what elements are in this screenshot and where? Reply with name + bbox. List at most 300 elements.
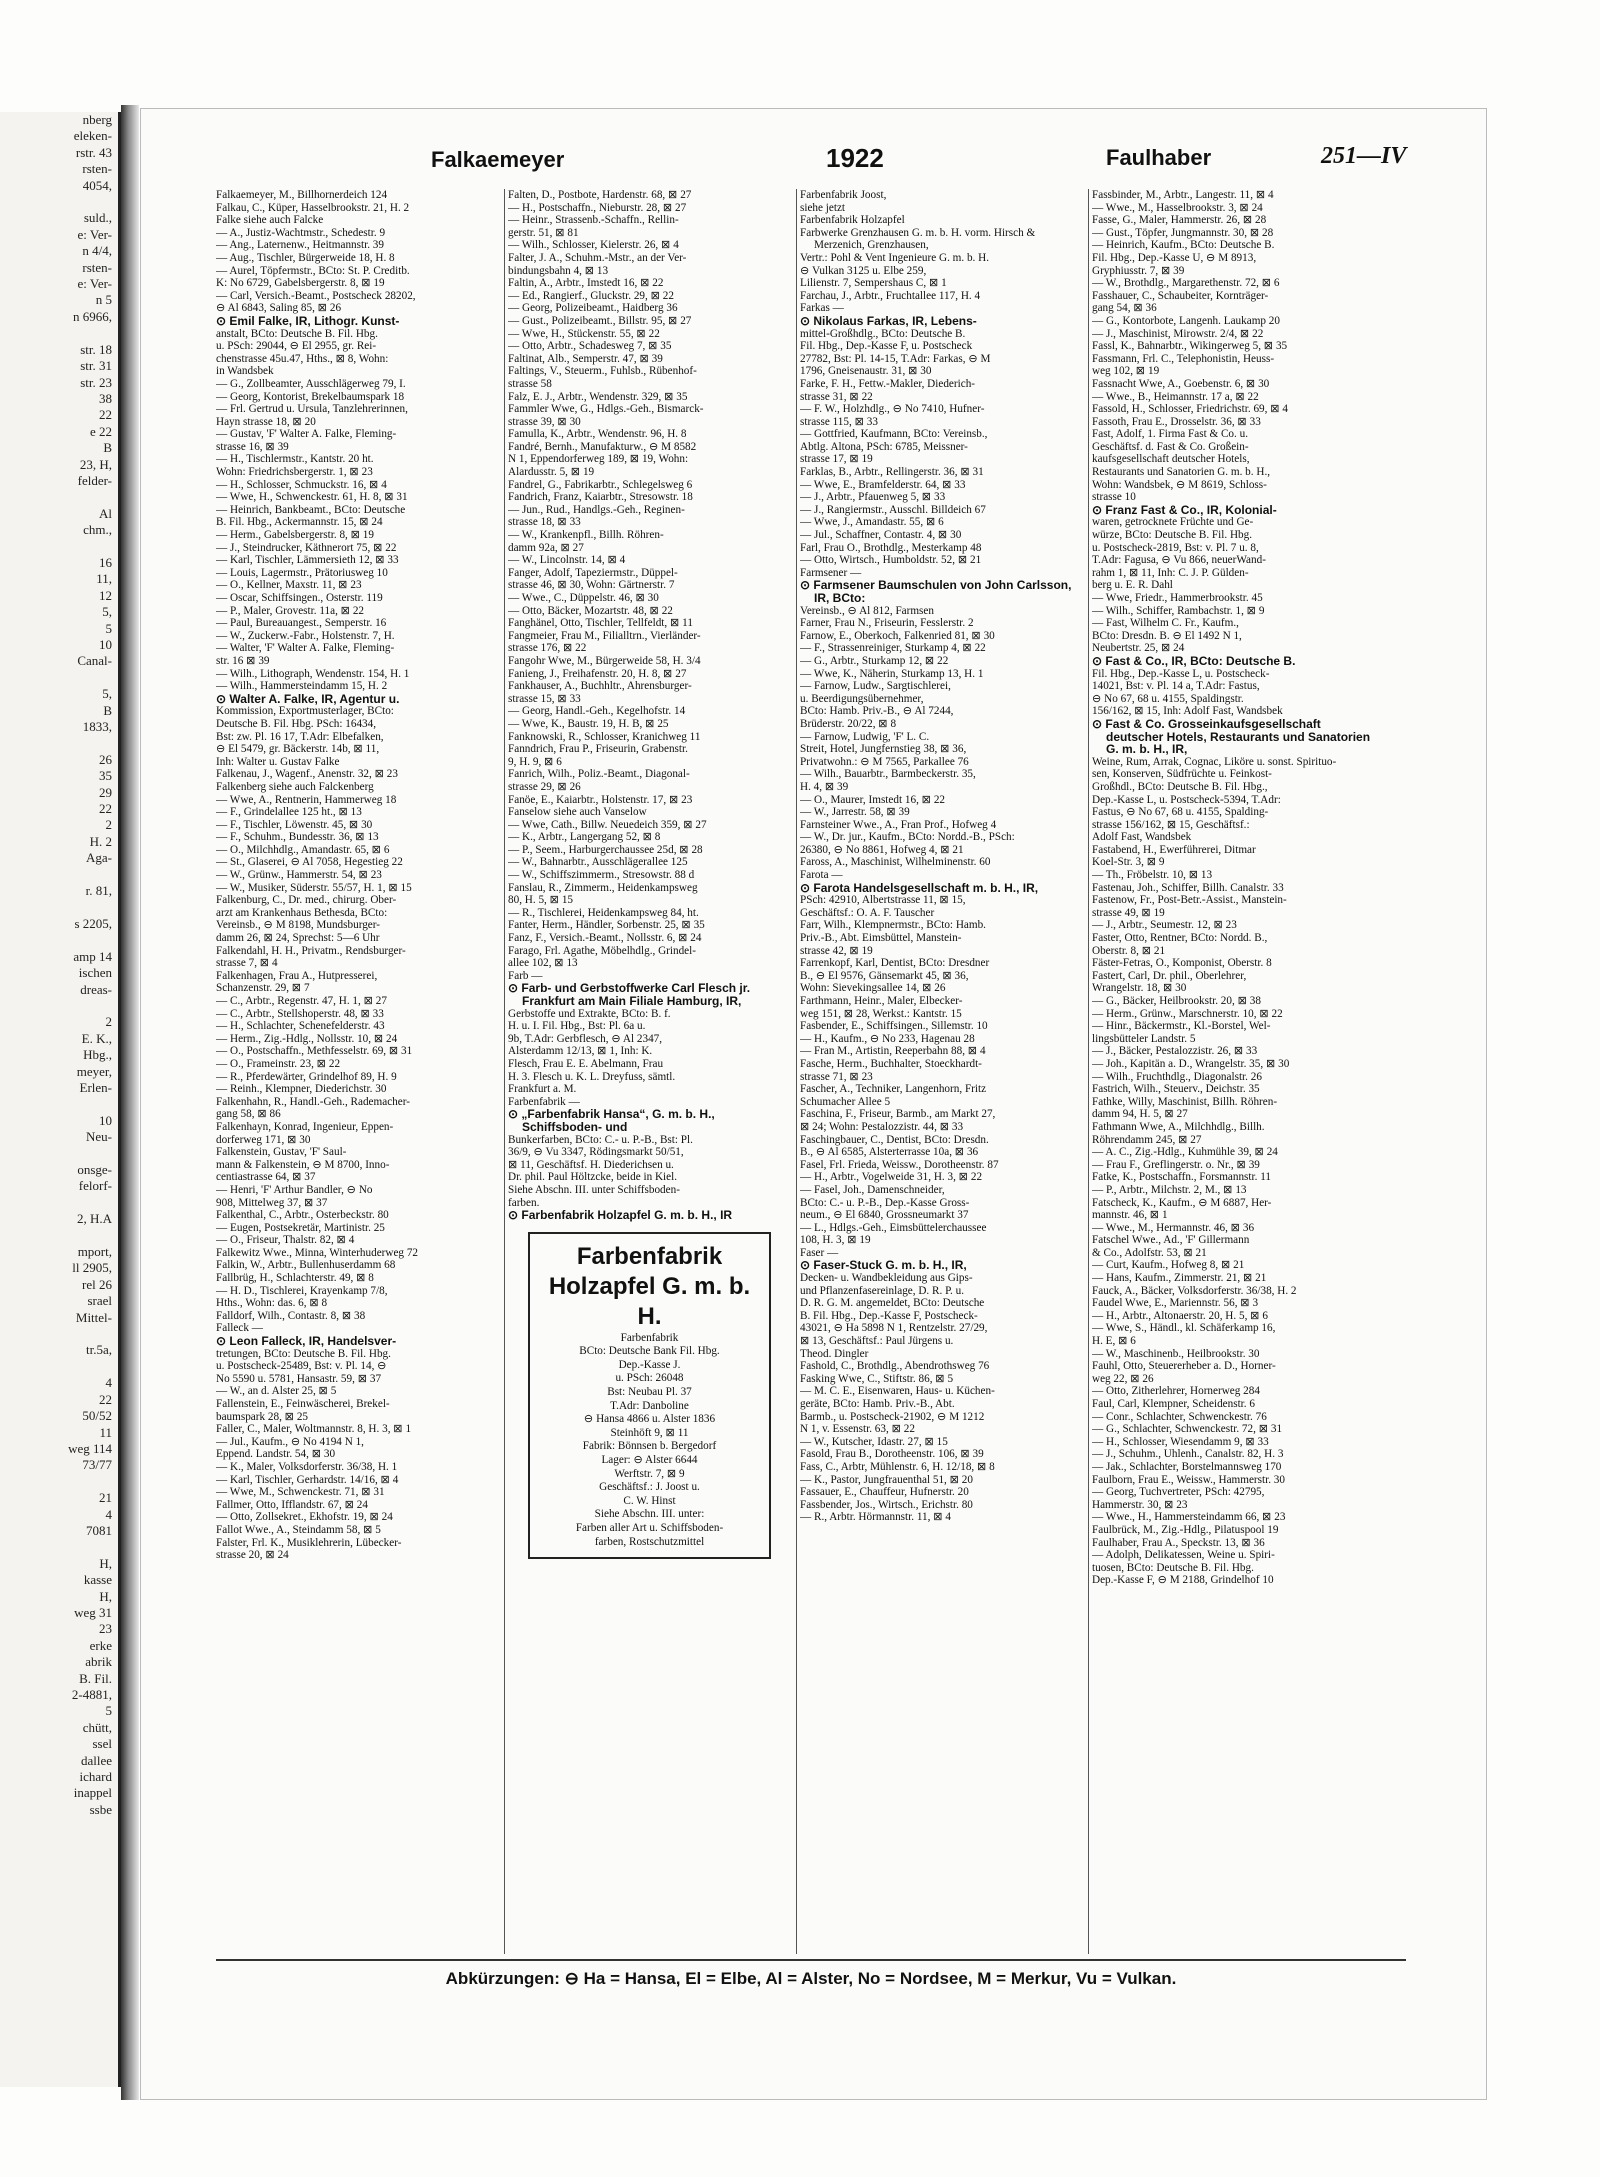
directory-entry: — Wwe., C., Düppelstr. 46, ⊠ 30	[508, 592, 659, 604]
directory-entry: — W., Schiffszimmerm., Stresowstr. 88 d	[508, 869, 695, 882]
directory-entry: Fanger, Adolf, Tapeziermstr., Düppel-	[508, 566, 678, 579]
directory-entry: — Gustav, 'F' Walter A. Falke, Fleming-	[216, 428, 397, 441]
directory-entry: strasse 156/162, ⊠ 15, Geschäftsf.:	[1092, 818, 1250, 831]
left-page-text-fragment: n 6966,	[73, 308, 112, 324]
directory-entry: Farb —	[508, 969, 543, 982]
left-page-text-fragment: s 2205,	[74, 915, 112, 931]
directory-entry: — P., Maler, Grovestr. 11a, ⊠ 22	[216, 604, 365, 617]
directory-entry: Farmsener —	[800, 566, 862, 579]
directory-entry: Farner, Frau N., Friseurin, Fesslerstr. 2	[800, 617, 974, 630]
advertisement-line: Farbenfabrik	[620, 1331, 679, 1344]
directory-entry: Barmb., u. Postscheck-21902, ⊖ M 1212	[800, 1410, 985, 1423]
directory-entry: Gryphiusstr. 7, ⊠ 39	[1092, 264, 1185, 277]
directory-entry: geräte, BCto: Hamb. Priv.-B., Abt.	[800, 1398, 955, 1410]
left-page-text-fragment: onsge-	[77, 1162, 112, 1177]
directory-entry: — Curt, Kaufm., Hofweg 8, ⊠ 21	[1092, 1259, 1245, 1272]
directory-entry: Vertr.: Pohl & Vent Ingenieure G. m. b. H.	[800, 251, 990, 264]
directory-entry: — Oscar, Schiffsingen., Osterstr. 119	[216, 592, 383, 604]
directory-entry: Restaurants und Sanatorien G. m. b. H.,	[1092, 466, 1271, 479]
directory-entry: Falkenhahn, R., Handl.-Geh., Rademacher-	[216, 1095, 410, 1108]
directory-entry: — W., Lincolnstr. 14, ⊠ 4	[508, 554, 626, 567]
advertisement-title: Holzapfel G. m. b. H.	[548, 1272, 751, 1330]
directory-entry: — Georg, Kontorist, Brekelbaumspark 18	[216, 390, 405, 403]
left-page-text-fragment	[0, 489, 118, 505]
left-page-text-fragment: 73/77	[82, 1457, 112, 1473]
header-last-entry: Faulhaber	[1106, 145, 1212, 170]
directory-entry: — G., Zollbeamter, Ausschlägerweg 79, I.	[216, 377, 406, 390]
directory-entry: B., ⊖ El 9576, Gänsemarkt 45, ⊠ 36,	[800, 969, 969, 982]
left-page-text-fragment: chütt,	[82, 1719, 112, 1735]
directory-entry: Falkenberg siehe auch Falckenberg	[216, 780, 374, 793]
directory-entry: würze, BCto: Deutsche B. Fil. Hbg.	[1092, 529, 1253, 542]
directory-entry: strasse 7, ⊠ 4	[216, 957, 278, 970]
directory-entry: Fasbender, E., Schiffsingen., Sillemstr. 10	[800, 1020, 988, 1033]
directory-entry: ⊖ Vulkan 3125 u. Elbe 259,	[800, 264, 927, 277]
directory-entry: Fankhauser, A., Buchhltr., Ahrensburger-	[508, 680, 692, 693]
left-page-text-fragment: ischen	[78, 965, 112, 981]
directory-entry: B. Fil. Hbg., Ackermannstr. 15, ⊠ 24	[216, 516, 383, 529]
directory-entry: strasse 42, ⊠ 19	[800, 944, 873, 957]
directory-entry: — G., Arbtr., Sturkamp 12, ⊠ 22	[800, 654, 949, 667]
directory-entry: Streit, Hotel, Jungfernstieg 38, ⊠ 36,	[800, 743, 967, 756]
advertisement-line: BCto: Deutsche Bank Fil. Hbg.	[579, 1345, 720, 1358]
directory-entry: Farklas, B., Arbtr., Rellingerstr. 36, ⊠ 31	[800, 466, 984, 479]
directory-entry: — W., Grünw., Hammerstr. 54, ⊠ 23	[216, 869, 382, 882]
directory-entry: — O., Kellner, Maxstr. 11, ⊠ 23	[216, 579, 362, 592]
header-year: 1922	[826, 143, 884, 173]
advertisement-line: T.Adr: Danboline	[610, 1399, 689, 1412]
directory-entry: strasse 39, ⊠ 30	[508, 415, 581, 428]
directory-entry: — Ed., Rangierf., Gluckstr. 29, ⊠ 22	[508, 289, 674, 302]
directory-entry: Fassauer, E., Chauffeur, Hufnerstr. 20	[800, 1486, 969, 1499]
directory-entry: ⊙ Farmsener Baumschulen von John Carlsson, IR, BCto:	[800, 578, 1072, 605]
directory-entry: — F. W., Holzhdlg., ⊖ No 7410, Hufner-	[800, 403, 985, 416]
left-page-text-fragment: amp 14	[73, 948, 112, 964]
left-page-fragment	[0, 112, 121, 2087]
directory-entry: Faulborn, Frau E., Weissw., Hammerstr. 30	[1092, 1473, 1285, 1486]
directory-entry: Fauhl, Otto, Steuererheber a. D., Horner-	[1092, 1360, 1276, 1373]
directory-entry: — Otto, Zollsekret., Ekhofstr. 19, ⊠ 24	[216, 1511, 393, 1524]
left-page-text-fragment: str. 23	[80, 374, 112, 390]
directory-entry: anstalt, BCto: Deutsche B. Fil. Hbg.	[216, 327, 378, 340]
directory-entry: Alsterdamm 12/13, ⊠ 1, Inh: K.	[508, 1045, 653, 1058]
directory-entry: — G., Bäcker, Heilbrookstr. 20, ⊠ 38	[1092, 995, 1261, 1007]
left-page-text-fragment: 16	[99, 554, 112, 570]
left-page-text-fragment: inappel	[73, 1785, 112, 1801]
directory-entry: Falkenhayn, Konrad, Ingenieur, Eppen-	[216, 1120, 394, 1133]
directory-entry: Fashold, C., Brothdlg., Abendrothsweg 76	[800, 1360, 990, 1373]
column-1	[216, 189, 499, 1954]
left-page-text-fragment: Al	[99, 505, 112, 521]
directory-entry: — L., Hdlgs.-Geh., Eimsbüttelerchaussee	[800, 1221, 987, 1234]
directory-entry: Fastus, ⊖ No 67, 68 u. 4155, Spalding-	[1092, 806, 1269, 819]
directory-entry: Flesch, Frau E. E. Abelmann, Frau	[508, 1057, 664, 1070]
directory-entry: — Wwe, J., Amandastr. 55, ⊠ 6	[800, 516, 944, 529]
left-page-text-fragment: ssel	[92, 1736, 112, 1752]
directory-entry: Fatscheck, K., Kaufm., ⊖ M 6887, Her-	[1092, 1196, 1272, 1209]
directory-entry: No 5590 u. 5781, Hansastr. 59, ⊠ 37	[216, 1372, 382, 1385]
directory-entry: — Reinh., Klempner, Diederichstr. 30	[216, 1083, 387, 1096]
directory-entry: mannstr. 46, ⊠ 1	[1092, 1209, 1168, 1222]
directory-entry: Neubertstr. 25, ⊠ 24	[1092, 642, 1185, 655]
directory-page	[140, 108, 1487, 2100]
directory-entry: ⊠ 13, Geschäftsf.: Paul Jürgens u.	[800, 1335, 954, 1348]
directory-entry: Bunkerfarben, BCto: C.- u. P.-B., Bst: Pl.	[508, 1133, 693, 1146]
left-page-text-fragment	[0, 900, 118, 916]
book-gutter	[121, 105, 139, 2100]
directory-entry: Fauck, A., Bäcker, Volksdorferstr. 36/38, H. 2	[1092, 1284, 1297, 1297]
directory-entry: — Frau F., Greflingerstr. o. Nr., ⊠ 39	[1092, 1158, 1260, 1171]
directory-entry: Brüderstr. 20/22, ⊠ 8	[800, 717, 897, 730]
directory-entry: und Pflanzenfasereinlage, D. R. P. u.	[800, 1284, 965, 1297]
directory-entry: Fanknowski, R., Schlosser, Kranichweg 11	[508, 730, 701, 743]
directory-entry: — W., Maschinenb., Heilbrookstr. 30	[1092, 1347, 1260, 1360]
directory-entry: ⊠ 11, Geschäftsf. H. Diederichsen u.	[508, 1158, 674, 1171]
directory-entry: Schumacher Allee 5	[800, 1095, 891, 1108]
directory-entry: Fascher, A., Techniker, Langenhorn, Fritz	[800, 1083, 987, 1096]
directory-entry: — Paul, Bureauangest., Semperstr. 16	[216, 617, 387, 630]
directory-entry: — Adolph, Delikatessen, Weine u. Spiri-	[1092, 1549, 1275, 1562]
directory-entry: ⊙ Fast & Co., IR, BCto: Deutsche B.	[1092, 653, 1296, 668]
directory-entry: — Georg, Handl.-Geh., Kegelhofstr. 14	[508, 705, 686, 718]
directory-entry: gerstr. 51, ⊠ 81	[508, 226, 579, 239]
directory-entry: Falkin, W., Arbtr., Bullenhuserdamm 68	[216, 1259, 396, 1272]
left-page-text-fragment: ichard	[79, 1769, 112, 1785]
directory-entry: H. 3. Flesch u. K. L. Dreyfuss, sämtl.	[508, 1070, 676, 1083]
directory-entry: — Fasel, Joh., Damenschneider,	[800, 1183, 945, 1196]
directory-entry: Lilienstr. 7, Sempershaus C, ⊠ 1	[800, 277, 947, 290]
directory-entry: Falkenhagen, Frau A., Hutpresserei,	[216, 969, 378, 982]
directory-entry: — Louis, Lagermstr., Prätoriusweg 10	[216, 566, 388, 579]
directory-entry: — W., Jarrestr. 58, ⊠ 39	[800, 806, 910, 819]
directory-entry: — R., Pferdewärter, Grindelhof 89, H. 9	[216, 1070, 397, 1083]
left-page-text-fragment: str. 18	[80, 341, 112, 357]
advertisement-line: C. W. Hinst	[623, 1494, 676, 1507]
left-page-text-fragment: Aga-	[86, 850, 112, 866]
left-page-text-fragment: ll 2905,	[72, 1260, 112, 1276]
directory-entry: strasse 16, ⊠ 39	[216, 440, 289, 453]
directory-entry: — Gust., Töpfer, Jungmannstr. 30, ⊠ 28	[1092, 226, 1274, 239]
directory-entry: Faudel Wwe, E., Mariennstr. 56, ⊠ 3	[1092, 1297, 1259, 1310]
directory-entry: — W., Dr. jur., Kaufm., BCto: Nordd.-B., PSch:	[800, 831, 1015, 844]
left-page-text-fragment: 10	[99, 1112, 112, 1128]
left-page-text-fragment: str. 31	[80, 358, 112, 374]
directory-entry: Farnsteiner Wwe., A., Fran Prof., Hofweg 4	[800, 818, 997, 831]
directory-entry: ⊙ Fast & Co. Grosseinkaufsgesellschaft deutscher Hotels, Restaurants und Sanatorien G. m. b. H., IR,	[1092, 716, 1371, 757]
directory-entry: Farke, F. H., Fettw.-Makler, Diederich-	[800, 377, 976, 390]
left-page-text-fragment: 22	[99, 1391, 112, 1407]
directory-entry: — K., Arbtr., Langergang 52, ⊠ 8	[508, 831, 661, 844]
left-page-text-fragment: 10	[99, 637, 112, 652]
directory-entry: Hths., Wohn: das. 6, ⊠ 8	[216, 1297, 328, 1310]
directory-entry: — Wwe, K., Näherin, Sturkamp 13, H. 1	[800, 667, 984, 680]
directory-entry: Oberstr. 8, ⊠ 21	[1092, 944, 1166, 957]
directory-entry: Fasold, Frau B., Dorotheenstr. 106, ⊠ 39	[800, 1448, 984, 1461]
directory-entry: — Heinrich, Kaufm., BCto: Deutsche B.	[1092, 239, 1275, 252]
left-page-text-fragment: 5	[105, 1703, 112, 1719]
left-page-text-fragment	[0, 735, 118, 751]
directory-entry: — Karl, Tischler, Gerhardstr. 14/16, ⊠ 4	[216, 1473, 399, 1486]
left-page-text-fragment	[0, 1539, 118, 1555]
advertisement-line: Werftstr. 7, ⊠ 9	[614, 1467, 685, 1480]
left-page-text-fragment	[0, 932, 118, 948]
directory-entry: — W., an d. Alster 25, ⊠ 5	[216, 1385, 337, 1398]
directory-entry: — O., Maurer, Imstedt 16, ⊠ 22	[800, 793, 946, 806]
directory-entry: — Th., Fröbelstr. 10, ⊠ 13	[1092, 869, 1213, 882]
left-page-text-fragment: chm.,	[83, 522, 112, 538]
directory-entry: — H., Kaufm., ⊖ No 233, Hagenau 28	[800, 1032, 975, 1045]
directory-entry: Abtlg. Altona, PSch: 6785, Meissner-	[800, 440, 968, 453]
directory-entry: 108, H. 3, ⊠ 19	[800, 1234, 871, 1247]
left-page-text-fragment: 21	[99, 1490, 112, 1506]
directory-entry: — Wilh., Fruchthdlg., Diagonalstr. 26	[1092, 1070, 1262, 1083]
directory-entry: Falkendahl, H. H., Privatm., Rendsburger-	[216, 944, 406, 957]
directory-entry: — F., Grindelallee 125 ht., ⊠ 13	[216, 806, 362, 819]
directory-entry: Weine, Rum, Arrak, Cognac, Liköre u. sonst. Spirituo-	[1092, 755, 1337, 768]
directory-entry: in Wandsbek	[216, 365, 274, 378]
abbreviations-footer: Abkürzungen: ⊖ Ha = Hansa, El = Elbe, Al = Alster, No = Nordsee, M = Merkur, Vu = Vulkan.	[445, 1969, 1177, 1988]
directory-entry: Farthmann, Heinr., Maler, Elbecker-	[800, 995, 963, 1007]
left-page-text-fragment: r. 81,	[85, 883, 112, 899]
left-page-text-fragment	[0, 194, 118, 210]
directory-entry: neum., ⊖ El 6840, Grossneumarkt 37	[800, 1209, 969, 1222]
directory-entry: Vereinsb., ⊖ Al 812, Farmsen	[800, 604, 934, 617]
directory-entry: Faltings, V., Steuerm., Fuhlsb., Rübenhof-	[508, 365, 697, 378]
directory-entry: — J., Maschinist, Mirowstr. 2/4, ⊠ 22	[1092, 327, 1264, 340]
left-page-text-fragment	[0, 998, 118, 1014]
directory-entry: rahm 1, ⊠ 11, Inh: C. J. P. Gülden-	[1092, 566, 1249, 579]
directory-entry: — P., Arbtr., Milchstr. 2, M., ⊠ 13	[1092, 1183, 1247, 1196]
directory-entry: farben.	[508, 1196, 540, 1209]
directory-entry: Fanrich, Wilh., Poliz.-Beamt., Diagonal-	[508, 768, 690, 781]
directory-entry: — Wwe, Friedr., Hammerbrookstr. 45	[1092, 592, 1263, 604]
directory-entry: siehe jetzt	[800, 201, 846, 214]
directory-entry: — Aurel, Töpfermstr., BCto: St. P. Creditb.	[216, 264, 410, 277]
advertisement-line: Steinhöft 9, ⊠ 11	[610, 1426, 689, 1439]
directory-entry: sen, Konserven, Südfrüchte u. Feinkost-	[1092, 768, 1272, 781]
directory-entry: B., ⊖ Al 6585, Alsterterrasse 10a, ⊠ 36	[800, 1146, 979, 1159]
directory-entry: Vereinsb., ⊖ M 8198, Mundsburger-	[216, 919, 380, 932]
directory-entry: — Wilh., Bauarbtr., Barmbeckerstr. 35,	[800, 768, 976, 781]
left-page-text-fragment: n 5	[95, 292, 112, 308]
directory-entry: K: No 6729, Gabelsbergerstr. 8, ⊠ 19	[216, 277, 385, 290]
directory-entry: Fastert, Carl, Dr. phil., Oberlehrer,	[1092, 969, 1247, 982]
footer-rule	[216, 1959, 1406, 1961]
directory-entry: Falkenthal, C., Arbtr., Osterbeckstr. 80	[216, 1209, 389, 1222]
directory-entry: ⊙ Emil Falke, IR, Lithogr. Kunst-	[216, 313, 400, 328]
directory-entry: Wohn: Sievekingsallee 14, ⊠ 26	[800, 982, 946, 995]
directory-entry: Geschäftsf. d. Fast & Co. Großein-	[1092, 440, 1249, 453]
directory-entry: 27782, Bst: Pl. 14-15, T.Adr: Farkas, ⊖ M	[800, 352, 991, 365]
directory-entry: Fallbrüg, H., Schlachterstr. 49, ⊠ 8	[216, 1272, 374, 1285]
directory-entry: — Jun., Rud., Handlgs.-Geh., Reginen-	[508, 503, 685, 516]
directory-entry: — O., Friseur, Thalstr. 82, ⊠ 4	[216, 1234, 355, 1247]
directory-entry: Bst: zw. Pl. 16 17, T.Adr: Elbefalken,	[216, 730, 384, 743]
directory-entry: u. Postscheck-25489, Bst: v. Pl. 14, ⊖	[216, 1360, 387, 1373]
left-page-text-fragment: 22	[99, 801, 112, 817]
directory-entry: centiastrasse 64, ⊠ 37	[216, 1171, 316, 1184]
directory-entry: Fassbinder, M., Arbtr., Langestr. 11, ⊠ 4	[1092, 189, 1274, 201]
directory-entry: — Fran M., Artistin, Reeperbahn 88, ⊠ 4	[800, 1045, 986, 1058]
left-page-text-fragment: 22	[99, 407, 112, 423]
directory-entry: strasse 20, ⊠ 24	[216, 1549, 289, 1562]
directory-entry: berg u. E. R. Dahl	[1092, 579, 1173, 592]
left-page-text-fragment: Hbg.,	[83, 1047, 112, 1063]
left-page-text-fragment: Canal-	[77, 653, 112, 669]
directory-entry: — Otto, Zitherlehrer, Hornerweg 284	[1092, 1385, 1260, 1398]
left-page-text-fragment: weg 114	[68, 1440, 112, 1456]
left-page-text-fragment	[0, 670, 118, 686]
advertisement-line: Bst: Neubau Pl. 37	[607, 1386, 692, 1399]
directory-entry: 36/9, ⊖ Vu 3347, Rödingsmarkt 50/51,	[508, 1146, 684, 1159]
directory-entry: — Walter, 'F' Walter A. Falke, Fleming-	[216, 642, 395, 655]
directory-entry: Faltin, A., Arbtr., Imstedt 16, ⊠ 22	[508, 277, 664, 290]
directory-entry: 1796, Gneisenaustr. 31, ⊠ 30	[800, 365, 932, 378]
directory-entry: Fatschel Wwe., Ad., 'F' Gillermann	[1092, 1234, 1250, 1247]
directory-entry: — W., Zuckerw.-Fabr., Holstenstr. 7, H.	[216, 629, 395, 642]
directory-entry: ⊙ Nikolaus Farkas, IR, Lebens-	[800, 313, 977, 328]
directory-entry: — C., Arbtr., Stellshoperstr. 48, ⊠ 33	[216, 1007, 384, 1020]
directory-entry: arzt am Krankenhaus Bethesda, BCto:	[216, 906, 388, 919]
left-page-text-fragment: 2	[105, 1014, 112, 1030]
directory-entry: damm 92a, ⊠ 27	[508, 541, 584, 554]
directory-entry: — Wwe, H., Stückenstr. 55, ⊠ 22	[508, 327, 660, 340]
directory-entry: Farr, Wilh., Klempnermstr., BCto: Hamb.	[800, 919, 986, 932]
directory-entry: Eppend. Landstr. 54, ⊠ 30	[216, 1448, 336, 1461]
directory-entry: — Heinrich, Bankbeamt., BCto: Deutsche	[216, 503, 406, 516]
directory-entry: — W., Krankenpfl., Billh. Röhren-	[508, 529, 664, 542]
left-page-text-fragment: 5,	[102, 686, 112, 702]
left-page-text-fragment: n 4/4,	[82, 243, 112, 259]
directory-entry: — W., Musiker, Süderstr. 55/57, H. 1, ⊠ 15	[216, 881, 412, 894]
directory-entry: — R., Arbtr. Hörmannstr. 11, ⊠ 4	[800, 1511, 951, 1524]
directory-entry: 80, H. 5, ⊠ 15	[508, 894, 574, 907]
directory-entry: Fallmer, Otto, Ifflandstr. 67, ⊠ 24	[216, 1498, 368, 1511]
directory-entry: — Wwe., B., Heimannstr. 17 a, ⊠ 22	[1092, 390, 1259, 403]
directory-entry: strasse 49, ⊠ 19	[1092, 906, 1165, 919]
directory-entry: — H., Schlachter, Schenefelderstr. 43	[216, 1020, 385, 1033]
left-page-text-fragment	[0, 539, 118, 555]
left-page-text-fragment: 2-4881,	[71, 1687, 112, 1702]
directory-entry: Adolf Fast, Wandsbek	[1092, 831, 1192, 844]
directory-entry: — Wilh., Schiffer, Rambachstr. 1, ⊠ 9	[1092, 604, 1265, 617]
directory-entry: Faross, A., Maschinist, Wilhelminenstr. 60	[800, 856, 991, 869]
directory-entry: ⊖ No 67, 68 u. 4155, Spaldingstr.	[1092, 692, 1244, 705]
directory-entry: — Heinr., Strassenb.-Schaffn., Rellin-	[508, 214, 679, 227]
directory-entry: baumspark 28, ⊠ 25	[216, 1410, 309, 1423]
directory-entry: Fanöe, E., Kaiarbtr., Holstenstr. 17, ⊠ 23	[508, 793, 693, 806]
directory-entry: str. 16 ⊠ 39	[216, 654, 270, 667]
directory-entry: Fathmann Wwe, A., Milchhdlg., Billh.	[1092, 1120, 1265, 1133]
left-page-text-fragment: E. K.,	[81, 1030, 112, 1046]
left-page-text-fragment	[0, 1096, 118, 1112]
directory-entry: T.Adr: Fagusa, ⊖ Vu 866, neuerWand-	[1092, 554, 1266, 567]
directory-entry: — Hinr., Bäckermstr., Kl.-Borstel, Wel-	[1092, 1020, 1271, 1033]
directory-entry: — Wwe, K., Baustr. 19, H. B, ⊠ 25	[508, 717, 669, 730]
left-page-text-fragment: weg 31	[74, 1604, 112, 1620]
directory-entry: 14021, Bst: v. Pl. 14 a, T.Adr: Fastus,	[1092, 680, 1260, 693]
directory-entry: — Wwe, E., Bramfelderstr. 64, ⊠ 33	[800, 478, 966, 491]
directory-entry: Falster, Frl. K., Musiklehrerin, Lübecker-	[216, 1536, 402, 1549]
directory-entry: Faschingbauer, C., Dentist, BCto: Dresdn.	[800, 1133, 989, 1146]
left-page-text-fragment: 4054,	[82, 177, 112, 193]
directory-entry: Wrangelstr. 18, ⊠ 30	[1092, 982, 1187, 995]
directory-entry: — J., Schuhm., Uhlenh., Canalstr. 82, H. 3	[1092, 1448, 1284, 1461]
directory-entry: Privatwohn.: ⊖ M 7565, Parkallee 76	[800, 755, 969, 768]
directory-entry: Fasking Wwe, C., Stiftstr. 86, ⊠ 5	[800, 1372, 954, 1385]
header-first-entry: Falkaemeyer	[431, 147, 565, 172]
directory-entry: strasse 10	[1092, 491, 1136, 504]
left-page-text-fragment: srael	[87, 1293, 112, 1309]
left-page-text-fragment: dreas-	[80, 981, 112, 997]
left-page-text-fragment: felorf-	[78, 1178, 112, 1194]
left-page-text-fragment: rel 26	[82, 1276, 112, 1292]
directory-entry: N 1, Eppendorferweg 189, ⊠ 19, Wohn:	[508, 453, 689, 466]
directory-entry: — H., Postschaffn., Nieburstr. 28, ⊠ 27	[508, 201, 687, 214]
directory-entry: Faschina, F., Friseur, Barmb., am Markt 27,	[800, 1108, 996, 1121]
directory-entry: Theod. Dingler	[800, 1347, 869, 1360]
directory-entry: — Otto, Arbtr., Schadesweg 7, ⊠ 35	[508, 340, 672, 353]
left-page-text-fragment: meyer,	[76, 1063, 112, 1079]
directory-entry: Fandrich, Franz, Kaiarbtr., Stresowstr. 18	[508, 491, 693, 504]
directory-entry: Farota —	[800, 869, 843, 882]
directory-entry: — J., Steindrucker, Käthnerort 75, ⊠ 22	[216, 541, 397, 554]
left-page-text-fragment: H,	[99, 1555, 112, 1571]
directory-entry: — H., Schlosser, Schmuckstr. 16, ⊠ 4	[216, 478, 387, 491]
directory-entry: — H., Schlosser, Wiesendamm 9, ⊠ 33	[1092, 1435, 1269, 1448]
directory-entry: Faster, Otto, Rentner, BCto: Nordd. B.,	[1092, 932, 1268, 945]
directory-entry: ⊙ Faser-Stuck G. m. b. H., IR,	[800, 1258, 967, 1273]
column-2	[508, 189, 791, 1954]
directory-entry: — Wwe, M., Schwenckestr. 71, ⊠ 31	[216, 1486, 385, 1499]
left-page-text-fragment	[0, 1146, 118, 1162]
directory-entry: ⊖ Al 6843, Saling 85, ⊠ 26	[216, 302, 342, 315]
directory-entry: Fass, C., Arbtr, Mühlenstr. 6, H. 12/18, ⊠ 8	[800, 1460, 995, 1473]
directory-entry: — Wwe., H., Hammersteindamm 66, ⊠ 23	[1092, 1511, 1286, 1524]
directory-entry: Dep.-Kasse F, ⊖ M 2188, Grindelhof 10	[1092, 1574, 1274, 1587]
left-page-text-fragment: suld.,	[83, 210, 112, 226]
directory-entry: Faulhaber, Frau A., Speckstr. 13, ⊠ 36	[1092, 1536, 1265, 1549]
directory-entry: allee 102, ⊠ 13	[508, 957, 578, 970]
directory-entry: weg 102, ⊠ 19	[1092, 365, 1160, 378]
directory-entry: Fassoth, Frau E., Drosselstr. 36, ⊠ 33	[1092, 415, 1261, 428]
directory-entry: 26380, ⊖ No 8861, Hofweg 4, ⊠ 21	[800, 843, 964, 856]
directory-entry: — Carl, Versich.-Beamt., Postscheck 28202,	[216, 289, 416, 302]
directory-entry: — Wwe., M., Hermannstr. 46, ⊠ 36	[1092, 1221, 1255, 1234]
directory-entry: — Gottfried, Kaufmann, BCto: Vereinsb.,	[800, 428, 988, 441]
directory-entry: — Herm., Gabelsbergerstr. 8, ⊠ 19	[216, 529, 374, 542]
directory-entry: Fast, Adolf, 1. Firma Fast & Co. u.	[1092, 428, 1249, 441]
directory-entry: Falkenstein, Gustav, 'F' Saul-	[216, 1146, 347, 1159]
directory-entry: Farrenkopf, Karl, Dentist, BCto: Dresdner	[800, 957, 990, 970]
directory-entry: B. Fil. Hbg., Dep.-Kasse F, Postscheck-	[800, 1309, 978, 1322]
directory-entry: Fäster-Fetras, O., Komponist, Oberstr. 8	[1092, 957, 1272, 970]
directory-entry: Wohn: Wandsbek, ⊖ M 8619, Schloss-	[1092, 478, 1267, 491]
directory-entry: & Co., Adolfstr. 53, ⊠ 21	[1092, 1246, 1207, 1259]
left-page-text-fragment: 38	[99, 390, 112, 406]
left-page-text-fragment: H,	[99, 1588, 112, 1604]
directory-entry: weg 151, ⊠ 28, Werkst.: Kantstr. 15	[800, 1007, 962, 1020]
directory-entry: Fanselow siehe auch Vanselow	[508, 806, 647, 819]
directory-entry: Gerbstoffe und Extrakte, BCto: B. f.	[508, 1007, 671, 1020]
directory-entry: strasse 46, ⊠ 30, Wohn: Gärtnerstr. 7	[508, 579, 675, 592]
directory-entry: Fallenstein, E., Feinwäscherei, Brekel-	[216, 1398, 390, 1410]
advertisement-line: Dep.-Kasse J.	[618, 1358, 681, 1371]
directory-entry: Fanslau, R., Zimmerm., Heidenkampsweg	[508, 881, 698, 894]
advertisement-line: u. PSch: 26048	[615, 1372, 684, 1385]
directory-entry: Fassnacht Wwe, A., Goebenstr. 6, ⊠ 30	[1092, 377, 1270, 390]
directory-entry: — H., Tischlermstr., Kantstr. 20 ht.	[216, 453, 374, 466]
